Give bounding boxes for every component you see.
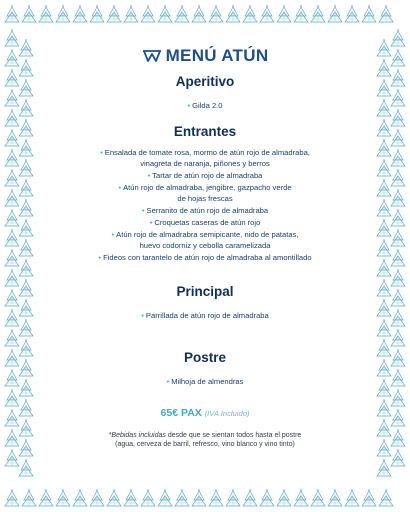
bullet-icon: • xyxy=(147,171,151,180)
tree-icon xyxy=(5,409,19,426)
footnote-line1: desde que se sientan todos hasta el postre xyxy=(165,432,302,439)
tree-icon xyxy=(5,249,19,266)
tree-icon xyxy=(5,149,19,166)
tree-icon xyxy=(19,439,33,456)
tree-icon xyxy=(5,5,19,22)
tree-icon xyxy=(260,5,274,22)
tree-icon xyxy=(39,489,53,506)
list-item: • Milhoja de almendras xyxy=(166,377,244,386)
tree-icon xyxy=(124,5,138,22)
tree-icon xyxy=(391,269,405,286)
tree-icon xyxy=(391,69,405,86)
tree-icon xyxy=(5,169,19,186)
tree-icon xyxy=(5,309,19,326)
tree-icon xyxy=(391,89,405,106)
tree-icon xyxy=(209,489,223,506)
tree-icon xyxy=(311,5,325,22)
tree-icon xyxy=(377,119,391,136)
tree-icon xyxy=(19,379,33,396)
page-title: MENÚ ATÚN xyxy=(165,46,269,65)
tree-icon xyxy=(362,5,376,22)
tree-icon xyxy=(19,39,33,56)
tree-icon xyxy=(5,209,19,226)
tree-icon xyxy=(391,129,405,146)
tree-icon xyxy=(362,489,376,506)
list-item: • Tartar de atún rojo de almadraba xyxy=(147,171,263,180)
tree-icon xyxy=(209,5,223,22)
price-line xyxy=(40,407,370,419)
tree-icon xyxy=(377,219,391,236)
list-item: • Atún rojo de almadraba, jengibre, gazpacho verde de hojas frescas xyxy=(118,183,292,203)
tree-icon xyxy=(328,489,342,506)
tree-icon xyxy=(56,489,70,506)
tree-icon xyxy=(391,349,405,366)
tree-icon xyxy=(56,5,70,22)
tree-icon xyxy=(19,159,33,176)
tree-icon xyxy=(19,259,33,276)
tree-icon xyxy=(107,5,121,22)
tree-icon xyxy=(226,5,240,22)
section-title-principal: Principal xyxy=(176,284,234,299)
tree-icon xyxy=(391,49,405,66)
tree-icon xyxy=(377,239,391,256)
tree-icon xyxy=(5,369,19,386)
tree-icon xyxy=(5,129,19,146)
tree-icon xyxy=(379,5,393,22)
tree-icon xyxy=(377,419,391,436)
tree-icon xyxy=(19,99,33,116)
tree-icon xyxy=(377,299,391,316)
tree-icon xyxy=(377,459,391,476)
list-item: • Ensalada de tomate rosa, mormo de atún rojo de almadraba, vinagreta de naranja, piñones y berros xyxy=(100,148,310,168)
brand-logo-icon xyxy=(142,49,162,63)
bullet-icon: • xyxy=(111,230,115,239)
tree-icon xyxy=(5,49,19,66)
tree-icon xyxy=(377,259,391,276)
tree-icon xyxy=(377,99,391,116)
tree-icon xyxy=(345,5,359,22)
bullet-icon: • xyxy=(100,148,103,157)
tree-icon xyxy=(19,59,33,76)
tree-icon xyxy=(5,29,19,46)
bullet-icon: • xyxy=(166,377,170,386)
tree-icon xyxy=(391,229,405,246)
tree-icon xyxy=(377,179,391,196)
tree-icon xyxy=(5,389,19,406)
tree-icon xyxy=(19,299,33,316)
section-title-aperitivo: Aperitivo xyxy=(175,74,235,89)
section-title-postre: Postre xyxy=(183,350,227,365)
tree-icon xyxy=(73,489,87,506)
tree-icon xyxy=(391,389,405,406)
tree-icon xyxy=(192,5,206,22)
tree-icon xyxy=(141,489,155,506)
tree-icon xyxy=(391,249,405,266)
tree-icon xyxy=(22,5,36,22)
tree-icon xyxy=(391,369,405,386)
tree-icon xyxy=(377,39,391,56)
tree-icon xyxy=(5,329,19,346)
bullet-icon: • xyxy=(118,183,122,192)
menu-content xyxy=(40,44,370,449)
tree-icon xyxy=(391,149,405,166)
tree-icon xyxy=(391,29,405,46)
drinks-footnote xyxy=(40,431,370,449)
tree-icon xyxy=(377,279,391,296)
tree-icon xyxy=(391,329,405,346)
tree-icon xyxy=(19,139,33,156)
tree-icon xyxy=(90,5,104,22)
tree-icon xyxy=(19,319,33,336)
tree-icon xyxy=(345,489,359,506)
tree-icon xyxy=(5,489,19,506)
tree-icon xyxy=(311,489,325,506)
tree-icon xyxy=(5,429,19,446)
tree-icon xyxy=(377,439,391,456)
tree-icon xyxy=(5,189,19,206)
section-entrantes xyxy=(40,124,370,263)
tree-icon xyxy=(294,489,308,506)
tree-icon xyxy=(294,5,308,22)
bullet-icon: • xyxy=(141,311,144,320)
tree-icon xyxy=(19,459,33,476)
tree-icon xyxy=(391,409,405,426)
tree-icon xyxy=(277,5,291,22)
tree-icon xyxy=(124,489,138,506)
tree-icon xyxy=(377,139,391,156)
tree-icon xyxy=(19,359,33,376)
tree-icon xyxy=(19,339,33,356)
list-item: • Parrillada de atún rojo de almadraba xyxy=(141,311,269,320)
list-item: • Serranito de atún rojo de almadraba xyxy=(141,206,269,215)
tree-icon xyxy=(175,489,189,506)
tree-icon xyxy=(379,489,393,506)
tree-icon xyxy=(391,429,405,446)
entrantes-list xyxy=(40,147,370,263)
tree-icon xyxy=(260,489,274,506)
tree-icon xyxy=(175,5,189,22)
footnote-prefix: *Bebidas incluidas xyxy=(108,432,166,439)
price-amount: 65€ PAX xyxy=(160,407,202,419)
section-title-entrantes: Entrantes xyxy=(173,124,237,139)
tree-icon xyxy=(5,349,19,366)
tree-icon xyxy=(141,5,155,22)
tree-icon xyxy=(377,159,391,176)
principal-list xyxy=(40,310,370,321)
tree-icon xyxy=(5,89,19,106)
tree-icon xyxy=(391,189,405,206)
tree-icon xyxy=(277,489,291,506)
bullet-icon: • xyxy=(149,218,153,227)
tree-icon xyxy=(192,489,206,506)
tree-icon xyxy=(391,109,405,126)
tree-icon xyxy=(19,119,33,136)
tree-icon xyxy=(22,489,36,506)
tree-icon xyxy=(19,399,33,416)
tree-icon xyxy=(90,489,104,506)
tree-icon xyxy=(19,219,33,236)
tree-icon xyxy=(5,289,19,306)
bullet-icon: • xyxy=(141,206,145,215)
tree-icon xyxy=(391,449,405,466)
list-item: • Gilda 2.0 xyxy=(187,101,223,110)
tree-icon xyxy=(158,5,172,22)
postre-list xyxy=(40,376,370,387)
tree-icon xyxy=(243,489,257,506)
tree-icon xyxy=(391,289,405,306)
tree-icon xyxy=(5,229,19,246)
tree-icon xyxy=(377,399,391,416)
tree-icon xyxy=(5,449,19,466)
section-principal xyxy=(40,284,370,321)
tree-icon xyxy=(391,309,405,326)
bullet-icon: • xyxy=(187,101,191,110)
section-postre xyxy=(40,350,370,387)
list-item: • Croquetas caseras de atún rojo xyxy=(149,218,261,227)
footnote-line2: (agua, cerveza de barril, refresco, vino blanco y vino tinto) xyxy=(115,441,295,448)
list-item: • Atún rojo de almadrabra semipicante, nido de patatas, huevo codorniz y cebolla caramelizada xyxy=(111,230,299,250)
tree-icon xyxy=(5,269,19,286)
tree-icon xyxy=(19,179,33,196)
menu-header xyxy=(40,44,370,68)
tree-icon xyxy=(377,359,391,376)
tree-icon xyxy=(107,489,121,506)
tree-icon xyxy=(377,339,391,356)
tree-icon xyxy=(377,79,391,96)
tree-icon xyxy=(377,199,391,216)
tree-icon xyxy=(19,239,33,256)
tree-icon xyxy=(19,419,33,436)
tree-icon xyxy=(5,109,19,126)
tree-icon xyxy=(243,5,257,22)
tree-icon xyxy=(19,199,33,216)
tree-icon xyxy=(73,5,87,22)
tree-icon xyxy=(226,489,240,506)
bullet-icon: • xyxy=(98,253,102,262)
tree-icon xyxy=(19,279,33,296)
section-aperitivo xyxy=(40,74,370,111)
tree-icon xyxy=(377,59,391,76)
aperitivo-list xyxy=(40,100,370,111)
price-note: (IVA Incluido) xyxy=(204,409,250,418)
tree-icon xyxy=(19,79,33,96)
tree-icon xyxy=(158,489,172,506)
tree-icon xyxy=(5,69,19,86)
tree-icon xyxy=(391,209,405,226)
tree-icon xyxy=(391,169,405,186)
tree-icon xyxy=(328,5,342,22)
tree-icon xyxy=(39,5,53,22)
list-item: • Fideos con tarantelo de atún rojo de almadraba al amontillado xyxy=(98,253,312,262)
tree-icon xyxy=(377,379,391,396)
tree-icon xyxy=(377,319,391,336)
